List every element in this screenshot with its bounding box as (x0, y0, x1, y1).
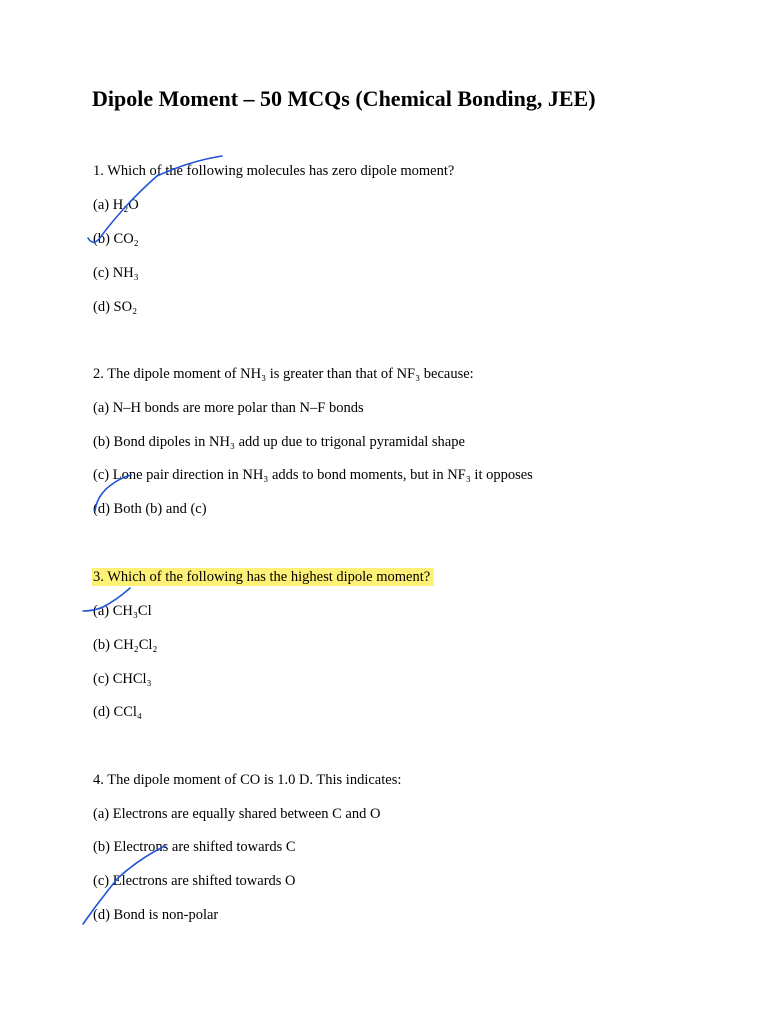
question-1-option-b: (b) CO₂ (93, 231, 139, 247)
question-3-option-c: (c) CHCl₃ (93, 671, 152, 687)
question-3-text: 3. Which of the following has the highest dipole moment? (92, 568, 434, 586)
question-2-option-d: (d) Both (b) and (c) (93, 501, 207, 517)
question-2-option-a: (a) N–H bonds are more polar than N–F bonds (93, 400, 364, 416)
question-1-text: 1. Which of the following molecules has zero dipole moment? (93, 163, 455, 179)
question-4-text: 4. The dipole moment of CO is 1.0 D. This indicates: (93, 772, 402, 788)
question-1-option-c: (c) NH₃ (93, 265, 139, 281)
question-3-option-a: (a) CH₃Cl (93, 603, 152, 619)
question-4-option-a: (a) Electrons are equally shared between C and O (93, 806, 381, 822)
question-1-option-a: (a) H₂O (93, 197, 139, 213)
question-4-option-d: (d) Bond is non-polar (93, 907, 219, 923)
question-2-text: 2. The dipole moment of NH₃ is greater than that of NF₃ because: (93, 366, 474, 382)
question-3-option-d: (d) CCl₄ (93, 704, 142, 720)
page-title: Dipole Moment – 50 MCQs (Chemical Bonding, JEE) (92, 86, 596, 111)
question-4-option-c: (c) Electrons are shifted towards O (93, 873, 296, 889)
question-1-option-d: (d) SO₂ (93, 299, 138, 315)
question-3-option-b: (b) CH₂Cl₂ (93, 637, 158, 653)
question-4-option-b: (b) Electrons are shifted towards C (93, 839, 296, 855)
question-2-option-c: (c) Lone pair direction in NH₃ adds to bond moments, but in NF₃ it opposes (93, 467, 533, 483)
question-3-text-highlighted (92, 569, 434, 586)
question-2-option-b: (b) Bond dipoles in NH₃ add up due to trigonal pyramidal shape (93, 434, 465, 450)
